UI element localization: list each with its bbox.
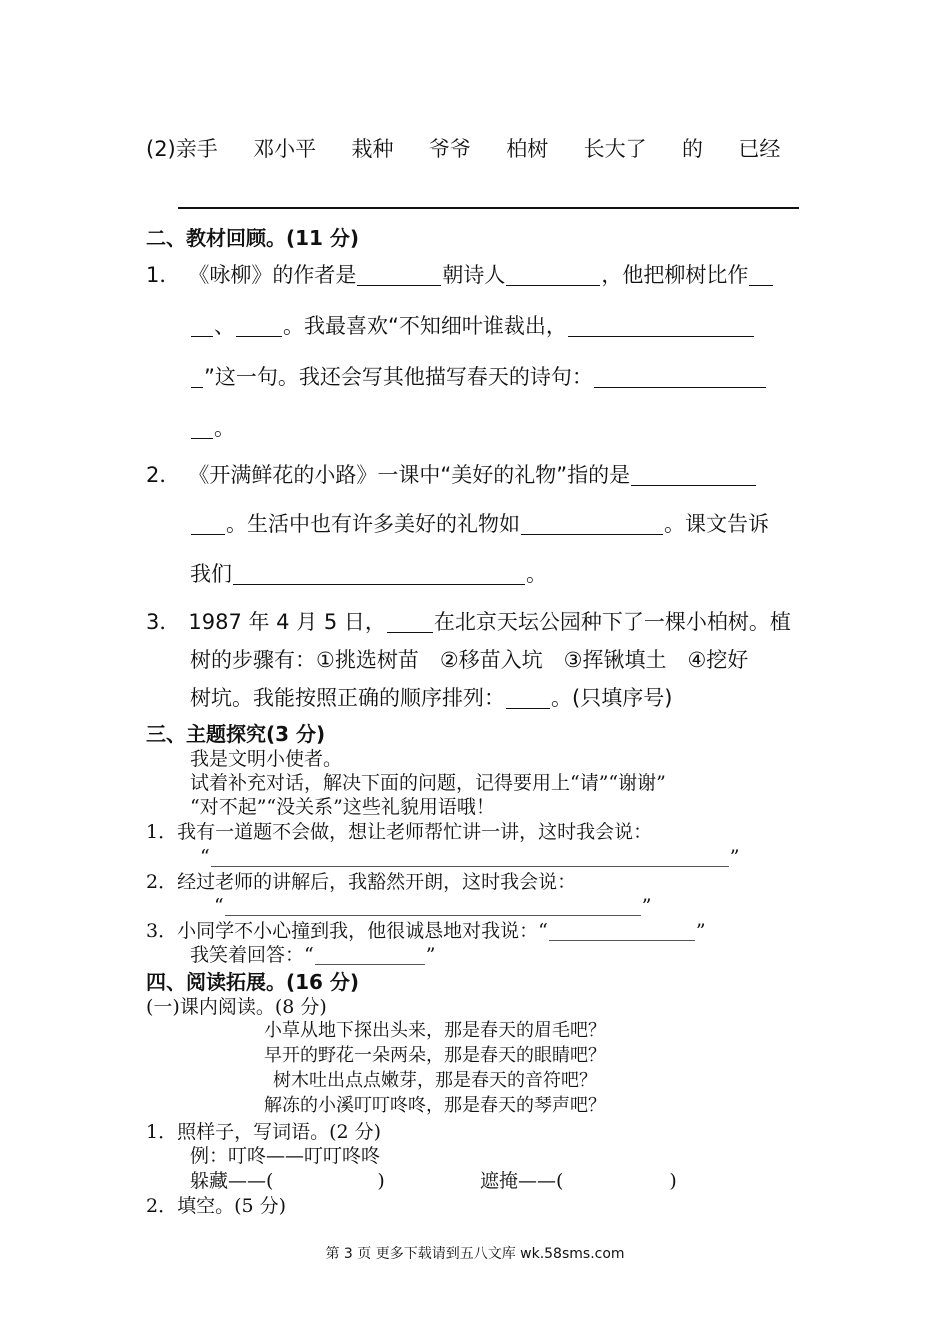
poem-line: 解冻的小溪叮叮咚咚，那是春天的琴声吧？ (264, 1095, 606, 1116)
question-heading: 1．照样子，写词语。(2 分) (146, 1121, 382, 1143)
blank[interactable] (225, 897, 641, 916)
dialog-question-2: 2．经过老师的讲解后，我豁然开朗，这时我会说： (146, 871, 577, 893)
section-heading: 三、主题探究(3 分) (146, 722, 326, 746)
question-1-line-3: ”这一句。我还会写其他描写春天的诗句： (190, 367, 767, 388)
question-3-line-3: 树坑。我能按照正确的顺序排列： 。(只填序号) (190, 686, 673, 710)
blank[interactable] (236, 316, 282, 337)
section-heading: 四、阅读拓展。(16 分) (146, 970, 360, 994)
dialog-answer-1: “ ” (200, 846, 740, 868)
question-1-line-2: 、 。我最喜欢“不知细叶谁裁出， (190, 316, 755, 337)
dialog-question-1: 1．我有一道题不会做，想让老师帮忙讲一讲，这时我会说： (146, 821, 653, 843)
section-heading: 二、教材回顾。(11 分) (146, 226, 360, 250)
question-3-line-2: 树的步骤有：①挑选树苗 ②移苗入坑 ③挥锹填土 ④挖好 (190, 648, 749, 672)
blank[interactable] (191, 418, 213, 439)
blank[interactable] (387, 612, 433, 633)
blank[interactable] (594, 367, 766, 388)
word: 的 (682, 137, 703, 161)
blank[interactable] (631, 465, 756, 486)
word: 已经 (738, 137, 781, 161)
word: 栽种 (351, 137, 394, 161)
word: (2)亲手 (146, 137, 218, 161)
poem-line: 树木吐出点点嫩芽，那是春天的音符吧？ (273, 1070, 597, 1091)
word: 爷爷 (428, 137, 471, 161)
answer-line[interactable] (178, 207, 799, 209)
blank[interactable] (506, 688, 550, 709)
question-1-line-4: 。 (190, 418, 235, 439)
example-text: 例：叮咚——叮叮咚咚 (190, 1145, 381, 1167)
word-blank-2: 遮掩——( ) (480, 1170, 677, 1192)
intro-text: 试着补充对话，解决下面的问题，记得要用上“请”“谢谢” (190, 772, 666, 794)
word: 柏树 (506, 137, 549, 161)
blank[interactable] (191, 514, 225, 535)
intro-text: 我是文明小使者。 (190, 748, 343, 770)
question-3-line-1: 3． 1987 年 4 月 5 日， 在北京天坛公园种下了一棵小柏树。植 (146, 610, 791, 634)
word: 邓小平 (253, 137, 317, 161)
blank[interactable] (191, 316, 213, 337)
blank[interactable] (521, 514, 663, 535)
blank[interactable] (506, 265, 600, 286)
blank[interactable] (211, 848, 729, 867)
poem-line: 早开的野花一朵两朵，那是春天的眼睛吧？ (264, 1045, 606, 1066)
question-2-line-3: 我们 。 (190, 562, 547, 586)
question-1-line-1: 1． 《咏柳》的作者是 朝诗人 ，他把柳树比作 (146, 265, 774, 286)
blank[interactable] (357, 265, 441, 286)
dialog-question-3: 3．小同学不小心撞到我，他很诚恳地对我说：“ ” (146, 920, 706, 942)
blank[interactable] (568, 316, 754, 337)
intro-text: “对不起”“没关系”这些礼貌用语哦！ (190, 796, 495, 818)
blank[interactable] (315, 946, 425, 965)
reorder-words-line (146, 139, 780, 160)
question-2-line-2: 。生活中也有许多美好的礼物如 。课文告诉 (190, 514, 769, 535)
blank[interactable] (549, 922, 695, 941)
blank[interactable] (191, 367, 203, 388)
dialog-answer-2: “ ” (214, 895, 652, 917)
page-footer: 第 3 页 更多下载请到五八文库 wk.58sms.com (325, 1246, 625, 1262)
poem-line: 小草从地下探出头来，那是春天的眉毛吧？ (264, 1020, 606, 1041)
dialog-answer-3: 我笑着回答：“ ” (190, 944, 436, 966)
subsection-heading: (一)课内阅读。(8 分) (146, 996, 327, 1018)
blank[interactable] (233, 564, 525, 585)
blank[interactable] (749, 265, 773, 286)
word-blank-1: 躲藏——( ) (190, 1170, 385, 1192)
word: 长大了 (583, 137, 647, 161)
question-heading: 2．填空。(5 分) (146, 1195, 287, 1217)
question-2-line-1: 2． 《开满鲜花的小路》一课中“美好的礼物”指的是 (146, 465, 757, 486)
